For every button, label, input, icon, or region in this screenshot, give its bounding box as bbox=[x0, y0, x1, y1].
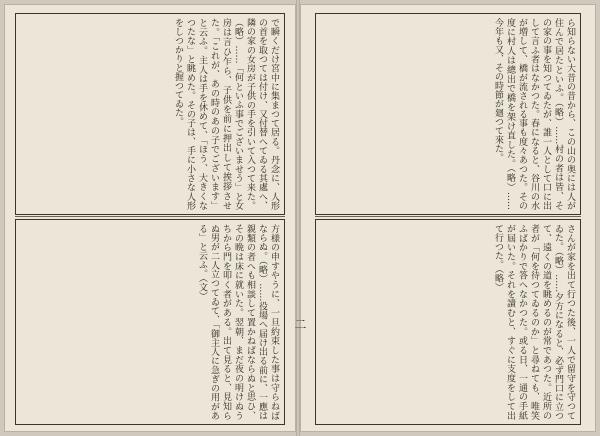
right-page-top-text-block bbox=[315, 13, 581, 215]
left-page-divider bbox=[15, 216, 285, 217]
right-page-bottom-text-block bbox=[315, 219, 581, 425]
right-page-divider bbox=[315, 216, 581, 217]
right-page bbox=[300, 4, 596, 432]
left-page-bottom-text: 方様の申すやうに、一旦約束した事は守らねばならぬ。（略）……役場へ届け出る前に、一應は親類の者へも相談して置かねばならぬと思ひ、その晩は床に就いた。翌朝、まだ夜の明けぬうちから門を叩く者がある。出て見ると、見知らぬ男が二人立つてゐて、「御主人に急ぎの用がある」と云ふ。（文） bbox=[197, 224, 279, 420]
left-page-top-text: で瞬くだけ宮中に集まつて居る。丹念に、人形の首を取つては付け、又付替へてゐる其處へ、隣の家の女房が子供の手を引いて入つて来た。（略）……「何といふ事でございませう」と女房は言ひ乍ら、子供を前に押出して挨拶させた。「これが、あの時のあの子でございます」と云ふ。主人は手を休めて、「ほう、大きくなつたな」と眺めた。その子は、手に小さな人形をしつかりと握つてゐた。 bbox=[173, 18, 279, 210]
right-page-top-text: ら知らない大昔の昔から、この山の奥には人が住んで居たといふ。（略）……村の者は皆、その家の事を知つてゐたが、誰一人として口に出して言ふ者はなかつた。春になると、谷川の水が増して、橋が流される事も度々あつた。その度に村人は總出で橋を架け直した。（略）……今年も又、その時節が廻つて來た。 bbox=[493, 18, 575, 210]
left-page-bottom-text-block bbox=[15, 219, 285, 425]
left-page-top-text-block bbox=[15, 13, 285, 215]
page-number: 二 bbox=[293, 318, 307, 330]
right-page-bottom-text: さんが家を出て行つた後、一人で留守を守つてゐた。（略）……夕方になると、必ず門口に立つて、遠くの道を眺めるのが常であつた。近所の者が「何を待つてゐるのか」と尋ねても、唯笑ふばかりで答へなかつた。或る日、一通の手紙が屆いた。それを讀むと、すぐに支度をして出て行つた。（略） bbox=[493, 224, 575, 420]
left-page bbox=[4, 4, 296, 432]
